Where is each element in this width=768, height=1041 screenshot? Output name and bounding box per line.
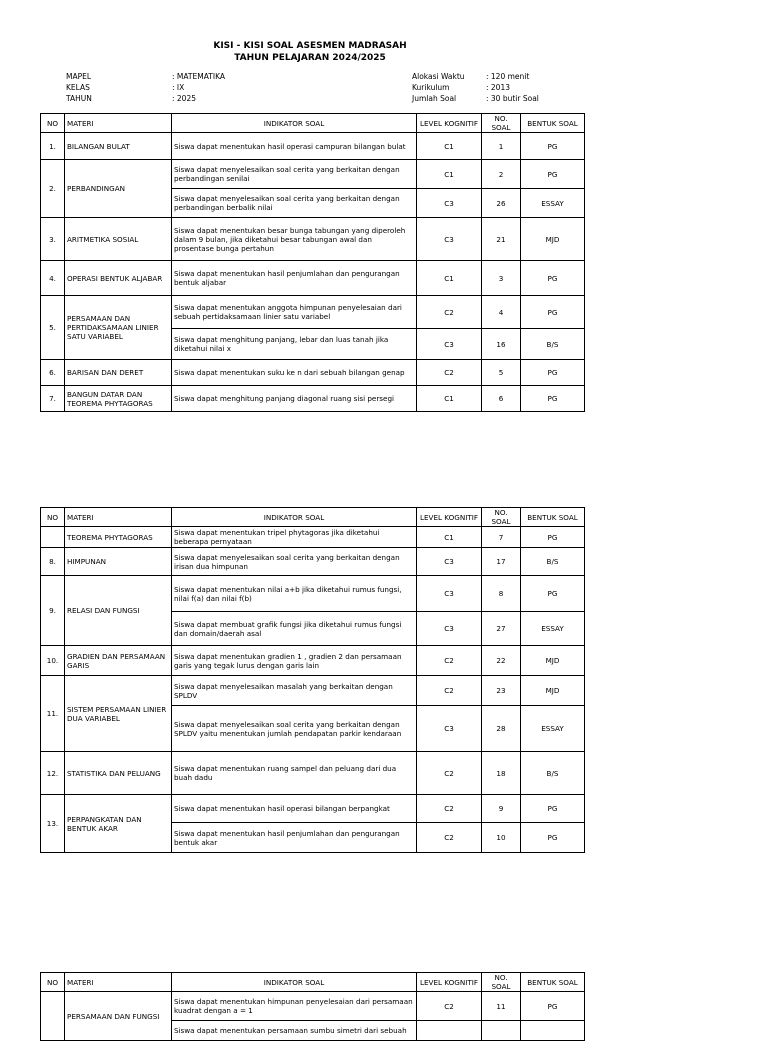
row-level-kognitif: C3: [417, 576, 482, 612]
row-level-kognitif: C2: [417, 795, 482, 823]
row-level-kognitif: C2: [417, 992, 482, 1021]
row-materi: PERSAMAAN DAN FUNGSI: [65, 992, 172, 1041]
row-level-kognitif: [417, 1021, 482, 1041]
row-level-kognitif: C1: [417, 386, 482, 412]
row-no-soal: 18: [482, 752, 521, 795]
kisi-table-page-3: [40, 972, 585, 1041]
col-header-indikator: INDIKATOR SOAL: [172, 114, 417, 133]
row-level-kognitif: C3: [417, 218, 482, 261]
row-number: 2.: [41, 160, 65, 218]
row-materi: SISTEM PERSAMAAN LINIER DUA VARIABEL: [65, 676, 172, 752]
row-indikator: Siswa dapat menyelesaikan soal cerita yang berkaitan dengan irisan dua himpunan: [172, 548, 417, 576]
row-materi: BANGUN DATAR DAN TEOREMA PHYTAGORAS: [65, 386, 172, 412]
row-no-soal: 2: [482, 160, 521, 189]
meta-value: : 120 menit: [486, 72, 530, 81]
row-indikator: Siswa dapat menentukan gradien 1 , gradien 2 dan persamaan garis yang tegak lurus dengan garis lain: [172, 646, 417, 676]
col-header-no: NO: [41, 114, 65, 133]
meta-label: Kurikulum: [412, 83, 450, 92]
row-no-soal: 5: [482, 360, 521, 386]
row-indikator: Siswa dapat menyelesaikan soal cerita yang berkaitan dengan SPLDV yaitu menentukan jumlah pendapatan parkir kendaraan: [172, 706, 417, 752]
row-indikator: Siswa dapat menentukan anggota himpunan penyelesaian dari sebuah pertidaksamaan linier satu variabel: [172, 296, 417, 329]
row-bentuk-soal: PG: [521, 823, 585, 853]
row-number: 1.: [41, 133, 65, 160]
row-bentuk-soal: PG: [521, 133, 585, 160]
row-level-kognitif: C2: [417, 296, 482, 329]
document-title: KISI - KISI SOAL ASESMEN MADRASAH: [213, 41, 407, 51]
row-no-soal: 22: [482, 646, 521, 676]
row-materi: GRADIEN DAN PERSAMAAN GARIS: [65, 646, 172, 676]
row-indikator: Siswa dapat menyelesaikan masalah yang berkaitan dengan SPLDV: [172, 676, 417, 706]
col-header-materi: MATERI: [65, 508, 172, 527]
row-indikator: Siswa dapat menentukan suku ke n dari sebuah bilangan genap: [172, 360, 417, 386]
row-bentuk-soal: ESSAY: [521, 189, 585, 218]
col-header-no: NO: [41, 973, 65, 992]
document-subtitle: TAHUN PELAJARAN 2024/2025: [234, 53, 386, 63]
row-bentuk-soal: PG: [521, 360, 585, 386]
row-level-kognitif: C1: [417, 527, 482, 548]
row-indikator: Siswa dapat menghitung panjang, lebar dan luas tanah jika diketahui nilai x: [172, 329, 417, 360]
row-level-kognitif: C2: [417, 646, 482, 676]
row-no-soal: 28: [482, 706, 521, 752]
col-header-no: NO: [41, 508, 65, 527]
col-header-nosoal: NO. SOAL: [482, 973, 521, 992]
row-no-soal: 16: [482, 329, 521, 360]
row-no-soal: 3: [482, 261, 521, 296]
row-no-soal: 27: [482, 612, 521, 646]
row-materi: PERPANGKATAN DAN BENTUK AKAR: [65, 795, 172, 853]
col-header-bentuk: BENTUK SOAL: [521, 973, 585, 992]
row-bentuk-soal: PG: [521, 296, 585, 329]
row-materi: ARITMETIKA SOSIAL: [65, 218, 172, 261]
row-bentuk-soal: MJD: [521, 676, 585, 706]
row-level-kognitif: C3: [417, 329, 482, 360]
table-header-row: [41, 973, 585, 992]
row-indikator: Siswa dapat menentukan himpunan penyelesaian dari persamaan kuadrat dengan a = 1: [172, 992, 417, 1021]
row-no-soal: [482, 1021, 521, 1041]
row-indikator: Siswa dapat menentukan hasil penjumlahan dan pengurangan bentuk akar: [172, 823, 417, 853]
row-no-soal: 21: [482, 218, 521, 261]
row-level-kognitif: C3: [417, 612, 482, 646]
meta-label: TAHUN: [66, 94, 92, 103]
meta-value: : 2013: [486, 83, 510, 92]
col-header-indikator: INDIKATOR SOAL: [172, 973, 417, 992]
row-no-soal: 26: [482, 189, 521, 218]
row-indikator: Siswa dapat menentukan besar bunga tabungan yang diperoleh dalam 9 bulan, jika diketahui besar tabungan awal dan prosentase bunga pertahun: [172, 218, 417, 261]
row-indikator: Siswa dapat menentukan tripel phytagoras jika diketahui beberapa pernyataan: [172, 527, 417, 548]
meta-label: Jumlah Soal: [412, 94, 457, 103]
row-indikator: Siswa dapat menentukan nilai a+b jika diketahui rumus fungsi, nilai f(a) dan nilai f(b): [172, 576, 417, 612]
row-no-soal: 10: [482, 823, 521, 853]
row-materi: PERSAMAAN DAN PERTIDAKSAMAAN LINIER SATU VARIABEL: [65, 296, 172, 360]
row-number: 8.: [41, 548, 65, 576]
row-no-soal: 9: [482, 795, 521, 823]
row-no-soal: 4: [482, 296, 521, 329]
row-materi: STATISTIKA DAN PELUANG: [65, 752, 172, 795]
meta-value: : 2025: [172, 94, 196, 103]
row-indikator: Siswa dapat menentukan hasil penjumlahan dan pengurangan bentuk aljabar: [172, 261, 417, 296]
meta-value: : MATEMATIKA: [172, 72, 225, 81]
row-bentuk-soal: ESSAY: [521, 706, 585, 752]
meta-label: KELAS: [66, 83, 90, 92]
row-materi: PERBANDINGAN: [65, 160, 172, 218]
row-bentuk-soal: PG: [521, 992, 585, 1021]
col-header-materi: MATERI: [65, 114, 172, 133]
row-bentuk-soal: PG: [521, 160, 585, 189]
row-level-kognitif: C3: [417, 548, 482, 576]
row-bentuk-soal: MJD: [521, 218, 585, 261]
row-bentuk-soal: B/S: [521, 752, 585, 795]
row-level-kognitif: C1: [417, 160, 482, 189]
row-number: 4.: [41, 261, 65, 296]
col-header-bentuk: BENTUK SOAL: [521, 114, 585, 133]
col-header-materi: MATERI: [65, 973, 172, 992]
row-bentuk-soal: PG: [521, 261, 585, 296]
col-header-level: LEVEL KOGNITIF: [417, 973, 482, 992]
row-number: 9.: [41, 576, 65, 646]
col-header-indikator: INDIKATOR SOAL: [172, 508, 417, 527]
row-level-kognitif: C3: [417, 189, 482, 218]
row-bentuk-soal: PG: [521, 386, 585, 412]
row-indikator: Siswa dapat menyelesaikan soal cerita yang berkaitan dengan perbandingan berbalik nilai: [172, 189, 417, 218]
row-materi: BARISAN DAN DERET: [65, 360, 172, 386]
row-bentuk-soal: PG: [521, 576, 585, 612]
row-level-kognitif: C1: [417, 261, 482, 296]
row-indikator: Siswa dapat membuat grafik fungsi jika diketahui rumus fungsi dan domain/daerah asal: [172, 612, 417, 646]
table-row: [41, 992, 585, 1021]
meta-value: : IX: [172, 83, 185, 92]
row-number: 10.: [41, 646, 65, 676]
row-number: 7.: [41, 386, 65, 412]
row-indikator: Siswa dapat menentukan persamaan sumbu simetri dari sebuah: [172, 1021, 417, 1041]
col-header-bentuk: BENTUK SOAL: [521, 508, 585, 527]
row-number: 12.: [41, 752, 65, 795]
row-no-soal: 6: [482, 386, 521, 412]
row-materi: BILANGAN BULAT: [65, 133, 172, 160]
meta-value: : 30 butir Soal: [486, 94, 539, 103]
row-no-soal: 17: [482, 548, 521, 576]
row-bentuk-soal: MJD: [521, 646, 585, 676]
row-level-kognitif: C2: [417, 360, 482, 386]
col-header-nosoal: NO. SOAL: [482, 508, 521, 527]
row-indikator: Siswa dapat menentukan hasil operasi campuran bilangan bulat: [172, 133, 417, 160]
row-materi: RELASI DAN FUNGSI: [65, 576, 172, 646]
row-number: 3.: [41, 218, 65, 261]
col-header-level: LEVEL KOGNITIF: [417, 114, 482, 133]
row-no-soal: 1: [482, 133, 521, 160]
row-number: 13.: [41, 795, 65, 853]
row-bentuk-soal: ESSAY: [521, 612, 585, 646]
row-indikator: Siswa dapat menyelesaikan soal cerita yang berkaitan dengan perbandingan senilai: [172, 160, 417, 189]
row-bentuk-soal: B/S: [521, 548, 585, 576]
row-level-kognitif: C2: [417, 752, 482, 795]
row-number: [41, 992, 65, 1041]
row-bentuk-soal: PG: [521, 795, 585, 823]
row-indikator: Siswa dapat menentukan hasil operasi bilangan berpangkat: [172, 795, 417, 823]
row-indikator: Siswa dapat menghitung panjang diagonal ruang sisi persegi: [172, 386, 417, 412]
row-level-kognitif: C2: [417, 676, 482, 706]
row-no-soal: 8: [482, 576, 521, 612]
row-bentuk-soal: PG: [521, 527, 585, 548]
row-no-soal: 7: [482, 527, 521, 548]
row-number: 11.: [41, 676, 65, 752]
row-bentuk-soal: B/S: [521, 329, 585, 360]
row-no-soal: 23: [482, 676, 521, 706]
meta-label: MAPEL: [66, 72, 92, 81]
col-header-level: LEVEL KOGNITIF: [417, 508, 482, 527]
row-number: 6.: [41, 360, 65, 386]
meta-label: Alokasi Waktu: [412, 72, 465, 81]
row-level-kognitif: C1: [417, 133, 482, 160]
row-bentuk-soal: [521, 1021, 585, 1041]
row-level-kognitif: C2: [417, 823, 482, 853]
row-number: 5.: [41, 296, 65, 360]
row-materi: HIMPUNAN: [65, 548, 172, 576]
row-level-kognitif: C3: [417, 706, 482, 752]
row-no-soal: 11: [482, 992, 521, 1021]
row-indikator: Siswa dapat menentukan ruang sampel dan peluang dari dua buah dadu: [172, 752, 417, 795]
col-header-nosoal: NO. SOAL: [482, 114, 521, 133]
row-materi: TEOREMA PHYTAGORAS: [65, 527, 172, 548]
row-materi: OPERASI BENTUK ALJABAR: [65, 261, 172, 296]
